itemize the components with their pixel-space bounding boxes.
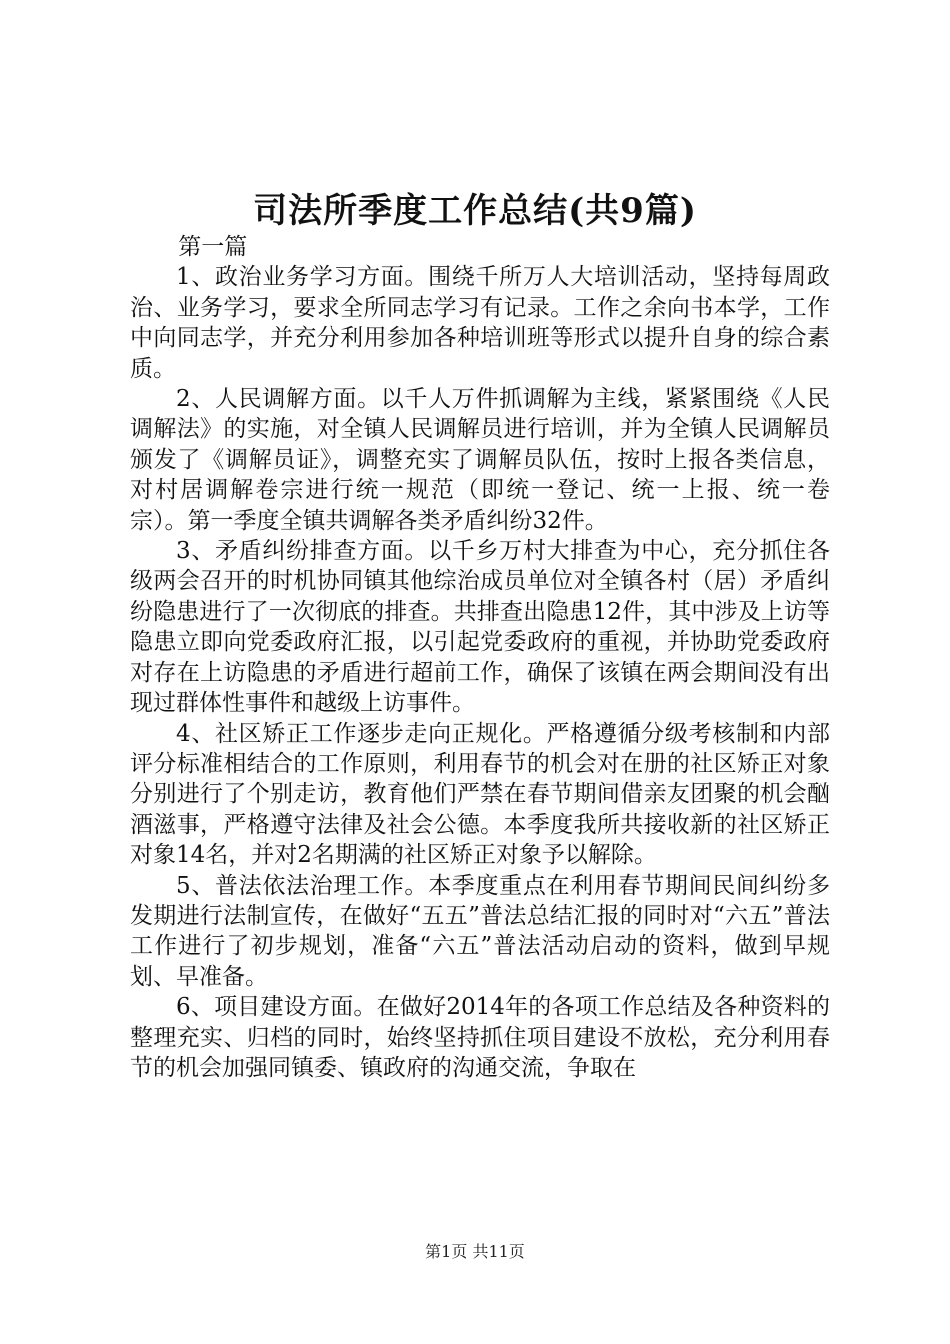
- paragraph-4: 4、社区矫正工作逐步走向正规化。严格遵循分级考核制和内部评分标准相结合的工作原则，利用春节的机会对在册的社区矫正对象分别进行了个别走访，教育他们严禁在春节期间借亲友团聚的机会酗酒滋事，严格遵守法律及社会公德。本季度我所共接收新的社区矫正对象14名，并对2名期满的社区矫正对象予以解除。: [130, 720, 830, 869]
- paragraph-3: 3、矛盾纠纷排查方面。以千乡万村大排查为中心，充分抓住各级两会召开的时机协同镇其他综治成员单位对全镇各村（居）矛盾纠纷隐患进行了一次彻底的排查。共排查出隐患12件，其中涉及上访等隐患立即向党委政府汇报，以引起党委政府的重视，并协助党委政府对存在上访隐患的矛盾进行超前工作，确保了该镇在两会期间没有出现过群体性事件和越级上访事件。: [130, 538, 830, 717]
- paragraph-2: 2、人民调解方面。以千人万件抓调解为主线，紧紧围绕《人民调解法》的实施，对全镇人民调解员进行培训，并为全镇人民调解员颁发了《调解员证》，调整充实了调解员队伍，按时上报各类信息，对村居调解卷宗进行统一规范（即统一登记、统一上报、统一卷宗）。第一季度全镇共调解各类矛盾纠纷32件。: [130, 386, 830, 534]
- paragraph-1: 1、政治业务学习方面。围绕千所万人大培训活动，坚持每周政治、业务学习，要求全所同志学习有记录。工作之余向书本学，工作中向同志学，并充分利用参加各种培训班等形式以提升自身的综合素质。: [130, 264, 830, 382]
- document-body: [130, 232, 830, 1083]
- page-footer: 第1页 共11页: [425, 1242, 525, 1261]
- paragraph-5: 5、普法依法治理工作。本季度重点在利用春节期间民间纠纷多发期进行法制宣传，在做好“五五”普法总结汇报的同时对“六五”普法工作进行了初步规划，准备“六五”普法活动启动的资料，做到早规划、早准备。: [130, 872, 830, 990]
- document-title: 司法所季度工作总结(共9篇): [253, 191, 697, 231]
- section-heading: 第一篇: [178, 234, 248, 260]
- paragraph-6: 6、项目建设方面。在做好2014年的各项工作总结及各种资料的整理充实、归档的同时，始终坚持抓住项目建设不放松，充分利用春节的机会加强同镇委、镇政府的沟通交流，争取在: [130, 994, 830, 1081]
